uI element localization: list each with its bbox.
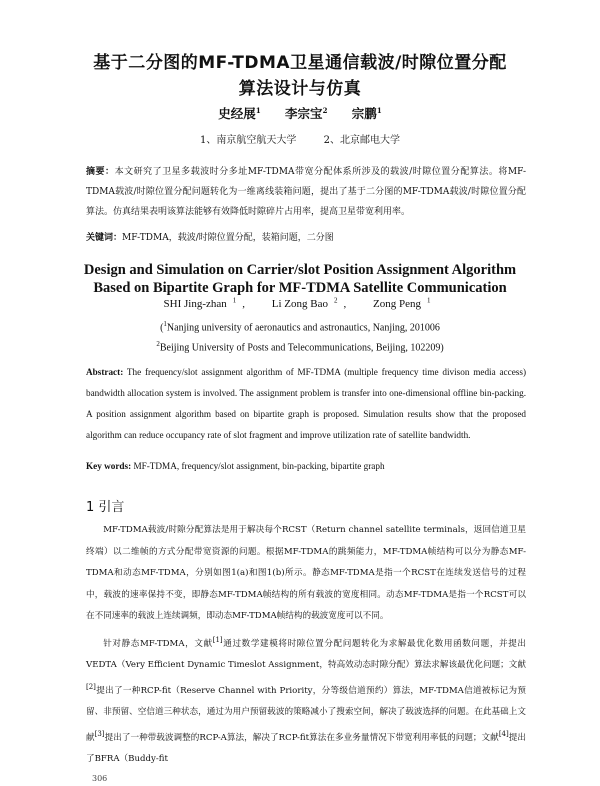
chinese-affiliations (0, 131, 600, 146)
intro-paragraph-2: 针对静态MF-TDMA，文献[1]通过数学建模将时隙位置分配问题转化为求解最优化数用函数问题，并提出VEDTA（Very Efficient Dynamic Timeslot Assignment，特高效动态时隙分配）算法求解该最优化问题；文献[2]提出了一种RCP-fit（Reserve Channel with Priority，分等级信道预约）算法，MF-TDMA信道被标记为预留、非预留、空信道三种状态，通过为用户预留载波的策略减小了搜索空间，解决了载波选择的问题。在此基础上文献[3]提出了一种带载波调整的RCP-A算法，解决了RCP-fit算法在多业务量情况下带宽利用率低的问题；文献[4]提出了BFRA（Buddy-fit (86, 636, 526, 765)
english-authors (0, 296, 600, 310)
author-cn: 宗鹏$^1$ (351, 105, 382, 121)
chinese-title-line2: 算法设计与仿真 (238, 79, 362, 99)
english-title-line1: Design and Simulation on Carrier/slot Position Assignment Algorithm (83, 262, 517, 278)
citation: [4] (498, 729, 509, 738)
english-abstract (86, 362, 526, 446)
abstract-en-label: Abstract: (86, 367, 124, 377)
citation: [3] (94, 729, 105, 738)
author-en: Li Zong Bao $^2$ , (271, 296, 347, 310)
english-affiliation-2: $^2$Beijing University of Posts and Telecommunications, Beijing, 102209) (156, 340, 444, 354)
chinese-abstract (86, 162, 526, 222)
intro-paragraph-1: MF-TDMA载波/时隙分配算法是用于解决每个RCST（Return channel satellite terminals，返回信道卫星终端）以二维帧的方式分配带宽资源的问题。根据MF-TDMA的跳频能力，MF-TDMA帧结构可以分为静态MF-TDMA和动态MF-TDMA，分别如图1(a)和图1(b)所示。静态MF-TDMA是指一个RCST在连续发送信号的过程中，载波的速率保持不变，即静态MF-TDMA帧结构的所有载波的宽度相同。动态MF-TDMA是指一个RCST可以在不同速率的载波上连续调频，即动态MF-TDMA帧结构的载波宽度可以不同。 (86, 525, 526, 621)
citation: [2] (86, 682, 96, 691)
author-cn: 李宗宝$^2$ (285, 105, 328, 121)
abstract-cn-label: 摘要： (86, 167, 115, 177)
keywords-en-label: Key words: (86, 461, 132, 471)
affiliation-cn: 1、南京航空航天大学 (200, 135, 297, 146)
abstract-cn-text: 本文研究了卫星多载波时分多址MF-TDMA带宽分配体系所涉及的载波/时隙位置分配算法。将MF-TDMA载波/时隙位置分配问题转化为一维离线装箱问题，提出了基于二分图的MF-TDMA载波/时隙位置分配算法。仿真结果表明该算法能够有效降低时隙碎片占用率，提高卫星带宽利用率。 (86, 167, 526, 217)
abstract-en-text: The frequency/slot assignment algorithm of MF-TDMA (multiple frequency time divison media access) bandwidth allocation system is involved. The assignment problem is transfer into one-dimensional offline bin-packing. A position assignment algorithm based on bipartite graph is proposed. Simulation results show that the proposed algorithm can reduce occupancy rate of slot fragment and improve utilization rate of satellite bandwidth. (86, 367, 527, 440)
chinese-title-line1: 基于二分图的MF-TDMA卫星通信载波/时隙位置分配 (93, 53, 507, 73)
english-affiliation-1: ($^1$Nanjing university of aeronautics and astronautics, Nanjing, 201006 (160, 320, 440, 334)
author-cn: 史经展$^1$ (218, 105, 261, 121)
author-en: SHI Jing-zhan $^1$ , (163, 296, 246, 310)
chinese-keywords (86, 228, 526, 248)
citation: [1] (212, 636, 223, 644)
author-en: Zong Peng $^1$ (372, 296, 431, 310)
page-number: 306 (92, 774, 108, 783)
affiliation-cn: 2、北京邮电大学 (323, 135, 400, 146)
english-keywords (86, 456, 526, 477)
english-title-line2: Based on Bipartite Graph for MF-TDMA Satellite Communication (93, 280, 507, 296)
chinese-authors (0, 104, 600, 122)
keywords-cn-label: 关键词： (86, 233, 123, 243)
section-heading: 1 引言 (86, 500, 125, 515)
keywords-en-text: MF-TDMA, frequency/slot assignment, bin-packing, bipartite graph (133, 461, 385, 471)
keywords-cn-text: MF-TDMA，载波/时隙位置分配，装箱问题，二分图 (122, 233, 334, 243)
